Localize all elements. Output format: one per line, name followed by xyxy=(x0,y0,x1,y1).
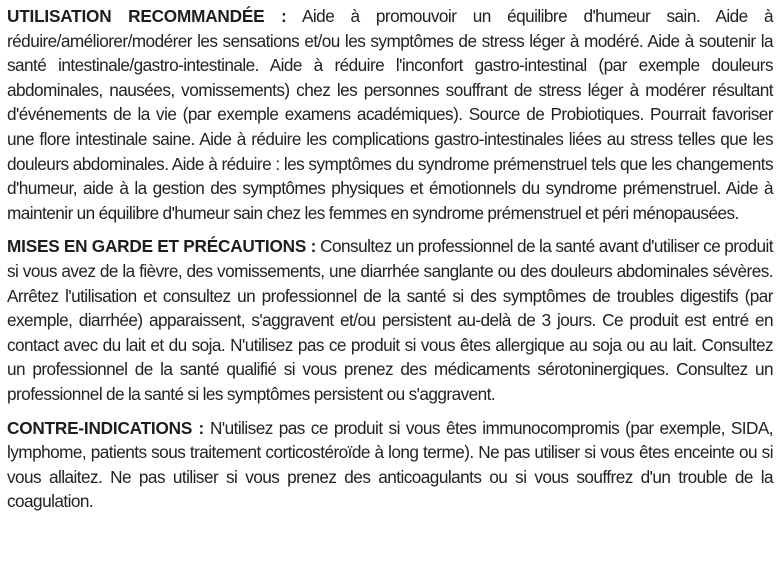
recommended-use-text: Aide à promouvoir un équilibre d'humeur sain. Aide à réduire/améliorer/modérer les sensations et/ou les symptômes de stress léger à modéré. Aide à soutenir la santé intestinale/gastro-intestinale. Aide à réduire l'inconfort gastro-intestinal (par exemple douleurs abdominales, nausées, vomissements) chez les personnes souffrant de stress léger à modérer résultant d'événements de la vie (par exemple examens académiques). Source de Probiotiques. Pourrait favoriser une flore intestinale saine. Aide à réduire les complications gastro-intestinales liées au stress telles que les douleurs abdominales. Aide à réduire : les symptômes du syndrome prémenstruel tels que les changements d'humeur, aide à la gestion des symptômes physiques et émotionnels du syndrome prémenstruel. Aide à maintenir un équilibre d'humeur sain chez les femmes en syndrome prémenstruel et péri ménopausées. xyxy=(7,6,774,223)
contraindications-section xyxy=(7,416,773,514)
recommended-use-heading: UTILISATION RECOMMANDÉE : xyxy=(7,6,287,26)
warnings-heading: MISES EN GARDE ET PRÉCAUTIONS : xyxy=(7,236,317,257)
contraindications-text: N'utilisez pas ce produit si vous êtes immunocompromis (par exemple, SIDA, lymphome, patients sous traitement corticostéroïde à long terme). Ne pas utiliser si vous êtes enceinte ou si vous allaitez. Ne pas utiliser si vous prenez des anticoagulants ou si vous souffrez d'un trouble de la coagulation. xyxy=(7,417,773,512)
warnings-text: Consultez un professionnel de la santé avant d'utiliser ce produit si vous avez de la fièvre, des vomissements, une diarrhée sanglante ou des douleurs abdominales sévères. Arrêtez l'utilisation et consultez un professionnel de la santé si des symptômes de troubles digestifs (par exemple, diarrhée) apparaissent, s'aggravent et/ou persistent au-delà de 3 jours. Ce produit est entré en contact avec du lait et du soja. N'utilisez pas ce produit si vous êtes allergique au soja ou au lait. Consultez un professionnel de la santé qualifié si vous prenez des médicaments sérotoninergiques. Consultez un professionnel de la santé si les symptômes persistent ou s'aggravent. xyxy=(7,236,773,404)
recommended-use-section xyxy=(7,4,773,225)
contraindications-heading: CONTRE-INDICATIONS : xyxy=(7,417,205,438)
label-text-document xyxy=(7,4,773,523)
warnings-section xyxy=(7,234,773,406)
